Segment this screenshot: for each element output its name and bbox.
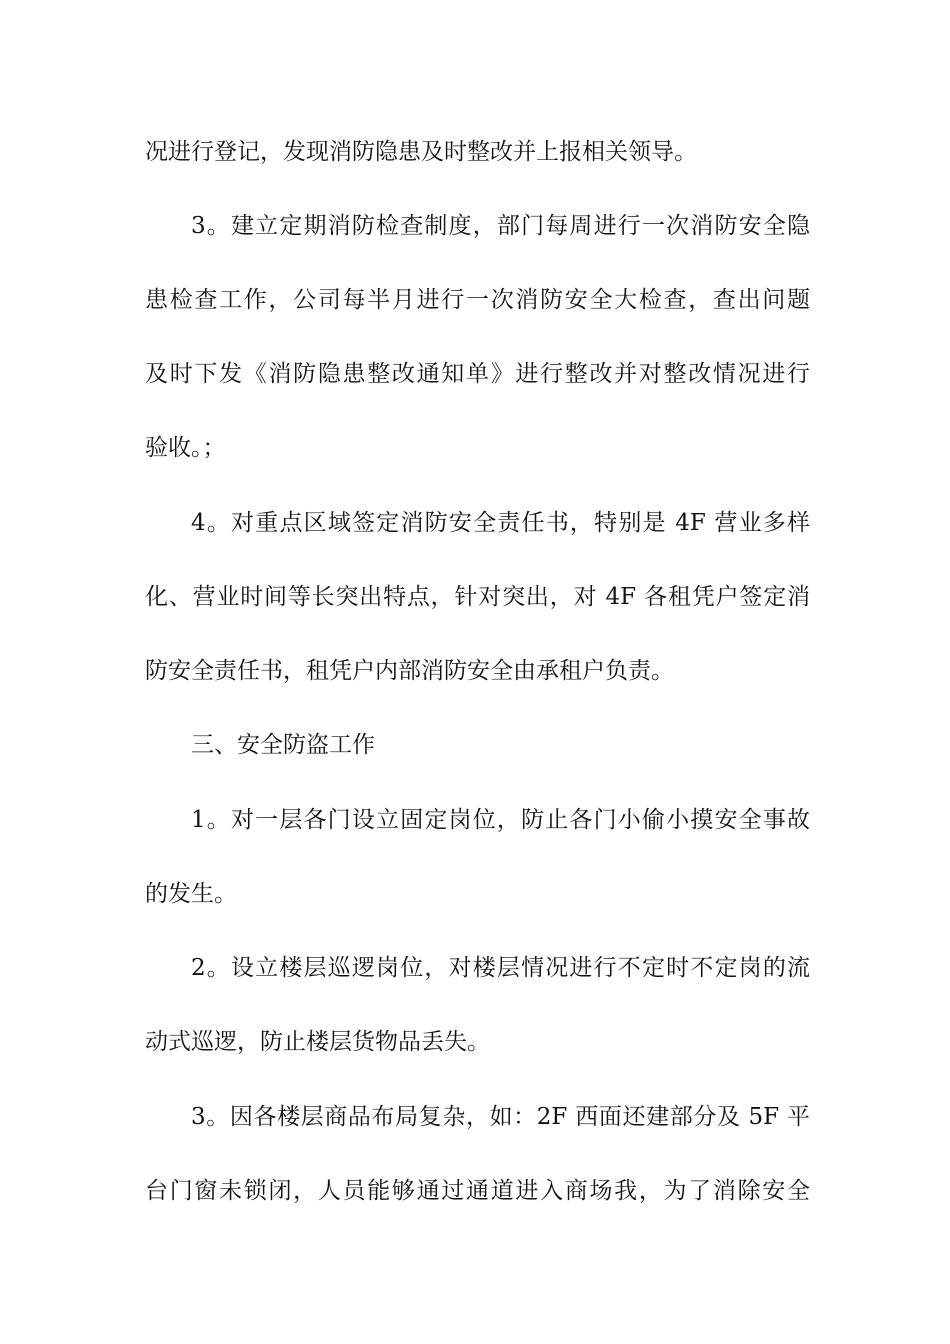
paragraph-line: 防安全责任书，租凭户内部消防安全由承租户负责。 xyxy=(145,658,674,684)
paragraph-line: 化、营业时间等长突出特点，针对突出，对 4F 各租凭户签定消 xyxy=(145,584,810,610)
paragraph-line: 的发生。 xyxy=(145,881,237,907)
paragraph-line: 患检查工作，公司每半月进行一次消防安全大检查，查出问题 xyxy=(145,287,810,313)
paragraph-line: 3。因各楼层商品布局复杂，如：2F 西面还建部分及 5F 平 xyxy=(191,1104,810,1130)
paragraph-line: 2。设立楼层巡逻岗位，对楼层情况进行不定时不定岗的流 xyxy=(191,955,810,981)
paragraph-line: 验收。； xyxy=(145,435,226,461)
paragraph-line: 3。建立定期消防检查制度，部门每周进行一次消防安全隐 xyxy=(191,213,810,239)
section-heading: 三、安全防盗工作 xyxy=(191,732,375,758)
paragraph-line: 台门窗未锁闭，人员能够通过通道进入商场我，为了消除安全 xyxy=(145,1178,810,1204)
paragraph-line: 4。对重点区域签定消防安全责任书，特别是 4F 营业多样 xyxy=(191,510,810,536)
paragraph-line: 况进行登记，发现消防隐患及时整改并上报相关领导。 xyxy=(145,139,697,165)
paragraph-line: 1。对一层各门设立固定岗位，防止各门小偷小摸安全事故 xyxy=(191,807,810,833)
paragraph-line: 及时下发《消防隐患整改通知单》进行整改并对整改情况进行 xyxy=(145,361,810,387)
paragraph-line: 动式巡逻，防止楼层货物品丢失。 xyxy=(145,1029,490,1055)
